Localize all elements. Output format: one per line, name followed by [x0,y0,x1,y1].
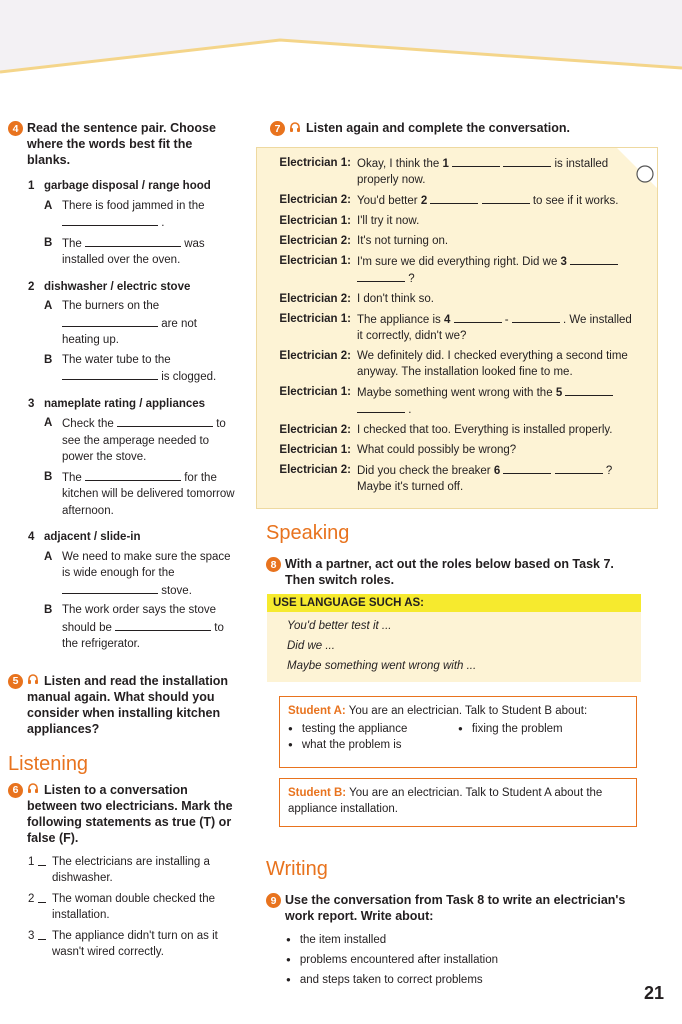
pair-words: garbage disposal / range hood [44,180,211,192]
task-number-badge: 6 [8,783,23,798]
conversation [266,155,638,499]
conversation-line [266,442,638,458]
line-text-before: Did you check the breaker [357,465,491,477]
student-a-bullet: ● what the problem is [288,737,458,753]
student-a-bullet: ● testing the appliance [288,721,458,737]
conversation-line [266,348,638,380]
option-text-before: There is food jammed in the [62,199,205,212]
line-text-before: You'd better [357,195,418,207]
task5-heading [8,673,236,737]
line-text-before: I checked that too. Everything is installed properly. [357,424,613,436]
line-text-before: The appliance is [357,314,441,326]
line-text [357,155,638,188]
pair-words: dishwasher / electric stove [44,280,191,293]
answer-blank[interactable] [117,415,213,427]
item-text: The electricians are installing a dishwasher. [52,855,210,884]
student-b-text: You are an electrician. Talk to Student A about the appliance installation. [288,787,603,815]
option-letter: A [44,550,53,563]
task7-instruction: Listen again and complete the conversation. [306,121,570,135]
sentence-option [28,298,236,349]
option-letter: B [44,604,53,616]
option-text-after: to the refrigerator. [62,621,224,650]
language-box [267,594,641,682]
answer-blank[interactable] [357,270,405,282]
pair-heading [28,396,236,413]
line-text-before: I'll try it now. [357,215,420,227]
blank-number: 4 [443,314,451,326]
pair-heading [28,529,236,546]
line-text-before: Maybe something went wrong with the [357,387,553,399]
conversation-line [266,422,638,438]
option-text-after: are not heating up. [62,317,198,346]
option-text [62,198,236,232]
task-number-badge: 8 [266,557,281,572]
sentence-option [28,235,236,269]
language-examples [267,612,641,682]
header-band [0,0,682,80]
option-text-before: The work order says the stove should be [62,604,217,634]
option-text [62,415,236,466]
writing-bullets [266,930,626,990]
speaker-label: Electrician 2: [279,293,351,305]
line-text-after: . We installed it correctly, didn't we? [357,314,632,342]
task8-heading [266,556,626,588]
answer-blank[interactable] [85,469,181,481]
task6-heading [8,782,236,846]
option-text-after: stove. [161,584,192,597]
blank-number: 1 [442,158,449,170]
answer-blank[interactable] [565,384,613,396]
pair-number: 1 [28,180,35,192]
option-text-after: . [161,217,165,229]
task-number-badge: 7 [270,121,285,136]
task9-instruction: Use the conversation from Task 8 to write an electrician's work report. Write about: [285,893,626,923]
answer-blank[interactable] [38,891,52,924]
option-text-before: We need to make sure the space is wide enough for the [62,550,231,579]
line-text [357,442,638,458]
speaker-label: Electrician 2: [279,350,351,362]
speaker-label: Electrician 2: [279,424,351,436]
speaker-label: Electrician 1: [279,255,351,267]
conversation-line [266,213,638,229]
line-text-before: I'm sure we did everything right. Did we [357,256,558,268]
task4-instruction: Read the sentence pair. Choose where the words best fit the blanks. [27,121,216,167]
answer-blank[interactable] [430,192,478,204]
answer-blank[interactable] [452,155,500,167]
option-text-after: was installed over the oven. [62,237,205,266]
line-text-after: to see if it works. [532,195,619,207]
line-text-before: What could possibly be wrong? [357,444,517,456]
language-example: Maybe something went wrong with ... [287,660,477,672]
option-text-after: is clogged. [161,371,217,383]
writing-bullet: ● and steps taken to correct problems [286,970,626,990]
line-text-before: It's not turning on. [357,235,449,247]
line-text [357,213,638,229]
option-text [62,602,236,653]
option-letter: B [44,236,53,249]
option-text [62,352,236,386]
answer-blank[interactable] [38,928,52,961]
answer-blank[interactable] [62,214,158,226]
task-number-badge: 5 [8,674,23,689]
line-text [357,192,638,209]
option-text-before: Check the [62,418,114,430]
student-a-text: You are an electrician. Talk to Student B about: [348,705,588,717]
answer-blank[interactable] [38,854,52,887]
task-number-badge: 4 [8,121,23,136]
pair-words: nameplate rating / appliances [44,397,206,410]
answer-blank[interactable] [85,235,181,247]
writing-title: Writing [266,858,328,880]
answer-blank[interactable] [503,462,551,474]
speaker-label: Electrician 2: [279,194,351,206]
conversation-line [266,253,638,287]
pair-number: 3 [28,397,35,410]
true-false-item [28,891,236,924]
option-text-before: The water tube to the [62,353,171,366]
student-b-box [279,778,637,827]
speaking-title: Speaking [266,522,350,544]
line-text [357,348,638,380]
option-text [62,549,236,600]
speaker-label: Electrician 2: [279,464,351,476]
line-text-after: . [408,404,412,416]
pair-heading [28,178,236,195]
option-text-after: to see the amperage needed to power the stove. [62,418,226,463]
true-false-list [8,854,236,961]
true-false-item [28,854,236,887]
task4-heading [8,120,236,168]
line-text [357,462,638,495]
answer-blank[interactable] [503,155,551,167]
sentence-option [28,415,236,466]
line-text [357,291,638,307]
pair-number: 2 [28,280,35,293]
line-text-before: We definitely did. I checked everything a second time anyway. The installation looked fine to me. [357,350,628,378]
task6-instruction: Listen to a conversation between two electricians. Mark the following statements as true (T) or false (F). [27,782,233,845]
option-letter: A [44,199,53,212]
left-column [8,120,236,961]
item-text: The woman double checked the installation. [52,892,216,921]
conversation-line [266,384,638,418]
line-text-before: I don't think so. [357,293,434,305]
sentence-option [28,602,236,653]
writing-bullet: ● problems encountered after installation [286,950,626,970]
speaker-label: Electrician 1: [279,313,351,325]
line-text-before: Okay, I think the [357,158,440,170]
language-example: You'd better test it ... [287,620,392,632]
option-text-before: The [62,471,82,484]
item-number: 1 [28,855,35,868]
conversation-line [266,155,638,188]
sentence-option [28,198,236,232]
headphones-icon[interactable] [27,782,39,794]
language-box-heading: USE LANGUAGE SUCH AS: [267,594,641,612]
option-letter: A [44,300,53,312]
page-number: 21 [643,983,664,1003]
item-text: The appliance didn't turn on as it wasn't wired correctly. [52,929,218,958]
answer-blank[interactable] [62,368,158,380]
conversation-line [266,192,638,209]
speaker-label: Electrician 2: [279,235,351,247]
option-letter: A [44,417,53,429]
option-text-after: for the kitchen will be delivered tomorrow afternoon. [62,471,235,517]
answer-blank[interactable] [482,192,530,204]
option-text-before: The burners on the [62,300,160,312]
speaker-label: Electrician 1: [279,157,351,169]
speaker-label: Electrician 1: [279,386,351,398]
true-false-item [28,928,236,961]
answer-blank[interactable] [62,315,158,327]
answer-blank[interactable] [454,311,502,323]
answer-blank[interactable] [555,462,603,474]
headphones-icon[interactable] [289,120,301,134]
line-text [357,422,638,438]
writing-bullet: ● the item installed [286,930,626,950]
line-text-after: ? [408,273,415,285]
conversation-line [266,462,638,495]
student-a-box [279,696,637,768]
blank-number: 5 [555,387,563,399]
option-letter: B [44,470,53,483]
line-text [357,384,638,418]
item-number: 3 [28,929,35,942]
blank-number: 6 [493,465,501,477]
answer-blank[interactable] [512,311,560,323]
task5-instruction: Listen and read the installation manual again. What should you consider when installing kitchen appliances? [27,673,229,736]
task7-heading [270,120,662,136]
listening-title: Listening [8,752,89,775]
sentence-option [28,549,236,600]
blank-number: 3 [560,256,567,268]
option-text [62,469,236,520]
conversation-line [266,291,638,307]
task-number-badge: 9 [266,893,281,908]
line-text: The appliance is 4 - . We installed it correctly, didn't we? [357,311,638,344]
answer-blank[interactable] [357,401,405,413]
option-text [62,298,236,349]
conversation-line [266,233,638,249]
speaker-label: Electrician 1: [279,444,351,456]
blank-number: 2 [420,195,428,207]
option-letter: B [44,353,53,366]
student-a-label: Student A: [288,705,346,717]
option-text-before: The [62,237,82,250]
pair-number: 4 [28,531,35,543]
option-text [62,235,236,269]
sentence-option [28,469,236,520]
item-number: 2 [28,892,35,905]
answer-blank[interactable] [115,619,211,631]
speaker-label: Electrician 1: [279,215,351,227]
headphones-icon[interactable] [27,673,39,685]
task8-instruction: With a partner, act out the roles below based on Task 7. Then switch roles. [285,557,614,587]
line-text [357,253,638,287]
sentence-option [28,352,236,386]
pair-heading [28,279,236,296]
pair-words: adjacent / slide-in [44,531,141,543]
answer-blank[interactable] [570,253,618,265]
line-text-after: ? Maybe it's turned off. [357,465,613,493]
student-a-bullet: ● fixing the problem [458,721,628,737]
student-b-label: Student B: [288,787,347,799]
language-example: Did we ... [287,640,335,652]
line-text-after: is installed properly now. [357,158,609,186]
task9-heading [266,892,626,924]
answer-blank[interactable] [62,582,158,594]
conversation-line [266,311,638,344]
line-text [357,233,638,249]
task7-heading-wrap [262,120,662,136]
sentence-pairs [28,178,236,653]
